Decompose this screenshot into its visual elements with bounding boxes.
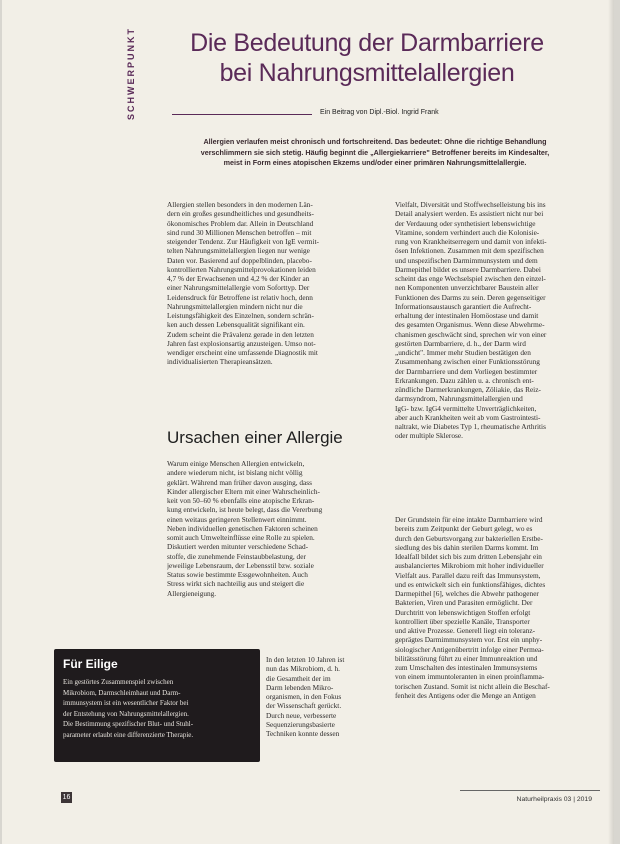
byline-rule: [172, 114, 312, 115]
text-line: steigender Tendenz. Zur Häufigkeit von IgE vermit-: [167, 237, 319, 246]
foundation-paragraph: [395, 515, 603, 700]
text-line: Der Grundstein für eine intakte Darmbarriere wird: [395, 515, 543, 524]
text-line: jeweilige Lebensraum, der Lebensstil bzw. soziale: [167, 560, 314, 570]
text-line: andere wiederum nicht, ist bislang nicht völlig: [167, 468, 303, 478]
text-line: Leistungsfähigkeit des Einzelnen, sondern schrän-: [167, 311, 314, 320]
text-line: Vielfalt aus. Parallel dazu reift das Immunsystem,: [395, 570, 541, 580]
text-line: naltrakt, wie Diabetes Typ 1, rheumatische Arthritis: [395, 422, 546, 431]
lead-line: verschlimmern sie sich stetig. Häufig beginnt die „Allergiekarriere" Betroffener bereits im Kindesalter,: [200, 147, 550, 157]
text-line: bereits zum Zeitpunkt der Geburt gelegt, wo es: [395, 524, 533, 534]
text-line: ösen Infektionen. Zusammen mit dem spezifischen: [395, 246, 544, 256]
footer-rule: [460, 790, 600, 791]
text-line: Warum einige Menschen Allergien entwickeln,: [167, 459, 305, 468]
text-line: Sequenzierungsbasierte: [266, 719, 335, 729]
text-line: chanismen geschwächt sind, sprechen wir von einer: [395, 329, 547, 339]
text-line: kontrollierten Nahrungsmittelprovokationen leiden: [167, 264, 316, 274]
text-line: immunsystem ist ein wesentlicher Faktor bei: [63, 699, 189, 708]
text-line: Nahrungsmittelallergien mindern nicht nur die: [167, 301, 303, 311]
lead-line: Allergien verlaufen meist chronisch und fortschreitend. Das bedeutet: Ohne die richtige Behandlung: [203, 137, 547, 146]
text-line: nun das Mikrobiom, d. h.: [266, 664, 340, 674]
summary-box: [54, 649, 260, 762]
footer-label: Naturheilpraxis 03 | 2019: [516, 796, 592, 803]
article-title: [162, 28, 572, 88]
text-line: Darmepithel bildet es unsere Darmbarriere. Dabei: [395, 264, 541, 274]
text-line: wendiger erscheint eine umfassende Diagnostik mit: [167, 348, 318, 357]
text-line: Techniken konnte dessen: [266, 729, 340, 738]
text-line: telten Nahrungsmittelallergien liegen nur wenige: [167, 246, 310, 256]
text-line: geklärt. Während man früher davon ausging, dass: [167, 477, 312, 487]
text-line: Ein gestörtes Zusammenspiel zwischen: [63, 678, 174, 686]
text-line: Idealfall bildet sich bis zum dritten Lebensjahr ein: [395, 552, 542, 561]
text-line: Die Bestimmung spezifischer Blut- und Stuhl-: [63, 720, 194, 729]
text-line: bilitätsstörung führt zu einer Immunreaktion und: [395, 653, 538, 663]
text-line: der Darmbarriere und dem Vorliegen bestimmter: [395, 366, 538, 376]
text-line: Durchtritt von lebenswichtigen Stoffen erfolgt: [395, 607, 531, 617]
text-line: und unspezifischen Darmimmunsystem und dem: [395, 255, 538, 265]
text-line: zündliche Darmerkrankungen, Zöliakie, das Reiz-: [395, 385, 541, 394]
page-number: 16: [62, 794, 71, 801]
text-line: Detail analysiert werden. Es assistiert nicht nur bei: [395, 209, 544, 219]
text-line: torischen Zustand. Somit ist nicht allein die Beschaf-: [395, 681, 550, 691]
text-line: Vitamine, sondern verhindert auch die Kolonisie-: [395, 227, 540, 237]
text-line: Zusammenhang zwischen einer Funktionsstörung: [395, 357, 540, 367]
text-line: „undicht". Immer mehr Studien bestätigen den: [395, 348, 531, 357]
text-line: Daten vor. Basierend auf doppelblinden, placebo-: [167, 255, 312, 265]
text-line: erhaltung der intestinalen Homöostase und damit: [395, 311, 539, 320]
causes-paragraph: [167, 459, 379, 598]
text-line: Diskutiert werden mitunter verschiedene Schad-: [167, 542, 309, 552]
text-line: der Verdauung oder synthetisiert lebenswichtige: [395, 218, 536, 228]
text-line: Darmepithel [6], welches die Abwehr pathogener: [395, 589, 539, 598]
text-line: individualisierten Therapieansätzen.: [167, 357, 273, 367]
magazine-page: [2, 0, 614, 844]
barrier-paragraph: [395, 200, 603, 441]
text-line: Darm lebenden Mikro-: [266, 682, 334, 692]
text-line: und aktive Prozesse. Generell liegt ein toleranz-: [395, 626, 536, 635]
summary-body: [63, 677, 253, 741]
text-line: oder multiple Sklerose.: [395, 431, 463, 441]
text-line: stoffe, die zunehmende Feinstaubbelastung, der: [167, 551, 306, 561]
text-line: siologischer Antigenübertritt infolge einer Permea-: [395, 644, 544, 654]
text-line: der Entstehung von Nahrungsmittelallergien.: [63, 709, 189, 718]
text-line: Allergieneigung.: [167, 588, 217, 598]
text-line: Durch neue, verbesserte: [266, 710, 337, 720]
text-line: nen Komponenten unverzichtbarer Baustein aller: [395, 283, 539, 293]
text-line: der Wissenschaft gerückt.: [266, 701, 342, 711]
text-line: darmsyndrom, Nahrungsmittelallergien und: [395, 394, 523, 404]
text-line: IgG- bzw. IgG4 vermittelte Unverträglichkeiten,: [395, 403, 537, 413]
text-line: fenheit des Antigens oder die Menge an Antigen: [395, 690, 536, 700]
text-line: und es entwickelt sich ein funktionsfähiges, dichtes: [395, 579, 546, 589]
text-line: rung von Krankheitserregern und damit von infekti-: [395, 237, 547, 246]
text-line: gestörten Darmbarriere, d. h., der Darm wird: [395, 338, 526, 348]
text-line: sind rund 30 Millionen Menschen betroffen – mit: [167, 227, 312, 237]
text-line: zum Umschalten des intestinalen Immunsystems: [395, 663, 538, 672]
text-line: siedlung des bis dahin sterilen Darms kommt. Im: [395, 542, 539, 552]
text-line: Leidensdruck für Betroffene ist relativ hoch, denn: [167, 292, 313, 302]
text-line: keit von 50–60 % ebenfalls eine atopische Erkran-: [167, 496, 315, 505]
text-line: die Gesamtheit der im: [266, 673, 331, 683]
text-line: parameter erlaubt eine differenzierte Therapie.: [63, 730, 194, 739]
text-line: einer Nahrungsmittelallergie vom Soforttyp. Der: [167, 283, 310, 293]
text-line: Zudem scheint die Prävalenz gerade in den letzten: [167, 329, 314, 339]
text-line: Allergien stellen besonders in den modernen Län-: [167, 200, 313, 209]
microbiome-paragraph: [266, 655, 377, 738]
text-line: Status sowie bestimmte Essgewohnheiten. Auch: [167, 570, 308, 579]
text-line: Mikrobiom, Darmschleimhaut und Darm-: [63, 688, 181, 697]
text-line: von einem immuntoleranten in einen proinflamma-: [395, 672, 545, 682]
text-line: Bakterien, Viren und Parasiten ermöglicht. Der: [395, 598, 533, 608]
text-line: ken auch dessen Lebensqualität signifikant ein.: [167, 320, 305, 330]
text-line: Informationsaustausch garantiert die Aufrecht-: [395, 301, 532, 311]
text-line: organismen, in den Fokus: [266, 692, 342, 701]
article-lead: [162, 137, 588, 169]
text-line: geprägtes Darmimmunsystem vor. Erst ein unphy-: [395, 635, 543, 645]
text-line: Kinder allergischer Eltern mit einer Wahrscheinlich-: [167, 486, 320, 496]
section-heading: Ursachen einer Allergie: [167, 428, 343, 447]
text-line: ausbalanciertes Mikrobiom mit hoher individueller: [395, 561, 544, 571]
text-line: Stress wirkt sich nachteilig aus und steigert die: [167, 579, 305, 589]
text-line: kung entwickeln, ist heute belegt, dass die Vererbung: [167, 505, 323, 515]
summary-heading: Für Eilige: [63, 657, 118, 671]
text-line: durch den Geburtsvorgang zur bakteriellen Erstbe-: [395, 533, 543, 543]
text-line: In den letzten 10 Jahren ist: [266, 655, 345, 664]
text-line: somit auch Umwelteinflüsse eine Rolle zu spielen.: [167, 533, 315, 542]
text-line: aber auch Krankheiten weit ab vom Gastrointesti-: [395, 412, 541, 422]
intro-paragraph: [167, 200, 379, 367]
text-line: Neben individuellen genetischen Faktoren scheinen: [167, 523, 318, 533]
text-line: ökonomisches Problem dar. Allein in Deutschland: [167, 218, 314, 228]
text-line: des gesamten Organismus. Wenn diese Abwehrme-: [395, 320, 545, 330]
title-line: bei Nahrungsmittelallergien: [219, 59, 515, 87]
text-line: dern ein großes gesundheitliches und gesundheits-: [167, 209, 314, 219]
text-line: Jahren fast explosionsartig anzusteigen. Umso not-: [167, 338, 316, 348]
title-line: Die Bedeutung der Darmbarriere: [190, 29, 544, 57]
text-line: 4,7 % der Erwachsenen und 4,2 % der Kinder an: [167, 274, 310, 283]
text-line: einen weitaus geringeren Stellenwert einnimmt.: [167, 514, 307, 524]
text-line: kontrolliert über spezielle Kanäle, Transporter: [395, 616, 530, 626]
section-label: SCHWERPUNKT: [126, 27, 136, 120]
text-line: Funktionen des Darms zu sein. Deren gegenseitiger: [395, 292, 546, 302]
text-line: Vielfalt, Diversität und Stoffwechselleistung bis ins: [395, 200, 546, 209]
lead-line: meist in Form eines atopischen Ekzems und/oder einer primären Nahrungsmittelallergie.: [223, 158, 527, 167]
byline: Ein Beitrag von Dipl.-Biol. Ingrid Frank: [320, 109, 439, 116]
text-line: scheint das enge Wechselspiel zwischen den einzel-: [395, 274, 546, 283]
text-line: Erkrankungen. Dazu zählen u. a. chronisch ent-: [395, 375, 534, 385]
